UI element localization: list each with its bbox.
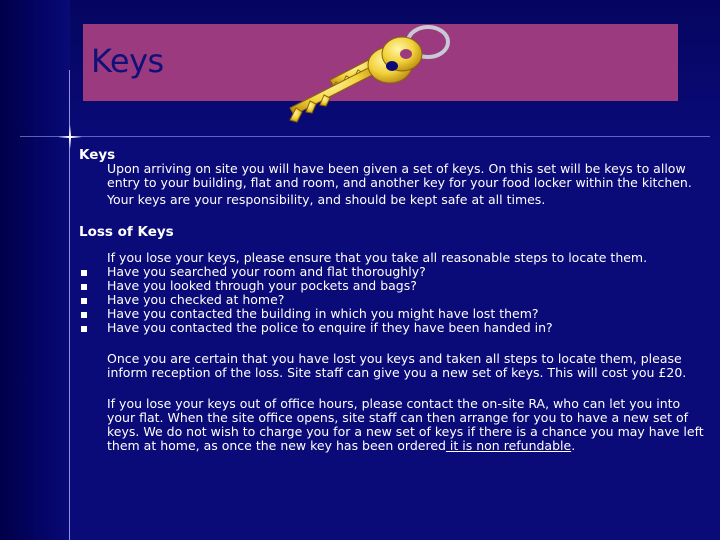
decorative-horizontal-line (20, 136, 710, 137)
square-bullet-icon (81, 270, 87, 276)
checklist (79, 265, 709, 335)
keys-paragraph: Upon arriving on site you will have been given a set of keys. On this set will be keys to allow entry to your building, flat and room, and another key for your food locker within the kitchen. (107, 161, 692, 190)
square-bullet-icon (81, 312, 87, 318)
slide-content (79, 148, 709, 453)
certain-paragraph: Once you are certain that you have lost you keys and taken all steps to locate them, please inform reception of the loss. Site staff can give you a new set of keys. This will cost you £20. (107, 351, 687, 380)
loss-intro: If you lose your keys, please ensure that you take all reasonable steps to locate them. (107, 250, 648, 265)
keys-heading: Keys (79, 147, 116, 163)
square-bullet-icon (81, 284, 87, 290)
list-item: Have you looked through your pockets and bags? (79, 279, 709, 293)
out-of-hours-paragraph: If you lose your keys out of office hours, please contact the on-site RA, who can let you into your flat. When the site office opens, site staff can then arrange for you to have a new set of keys. We do not wish to charge you for a new set of keys if there is a chance you may have left them at home, as once the new key has been ordered it is non refundable. (107, 396, 704, 453)
square-bullet-icon (81, 326, 87, 332)
square-bullet-icon (81, 298, 87, 304)
non-refundable-text: it is non refundable (445, 438, 572, 453)
list-item: Have you contacted the police to enquire if they have been handed in? (79, 321, 709, 335)
loss-heading: Loss of Keys (79, 224, 174, 240)
keys-illustration-icon (270, 20, 460, 130)
responsibility-paragraph: Your keys are your responsibility, and should be kept safe at all times. (107, 192, 546, 207)
list-item: Have you checked at home? (79, 293, 709, 307)
slide-title: Keys (91, 42, 164, 80)
list-item: Have you contacted the building in which you might have lost them? (79, 307, 709, 321)
list-item: Have you searched your room and flat thoroughly? (79, 265, 709, 279)
background-left-band (0, 0, 70, 540)
sparkle-icon (58, 125, 82, 149)
